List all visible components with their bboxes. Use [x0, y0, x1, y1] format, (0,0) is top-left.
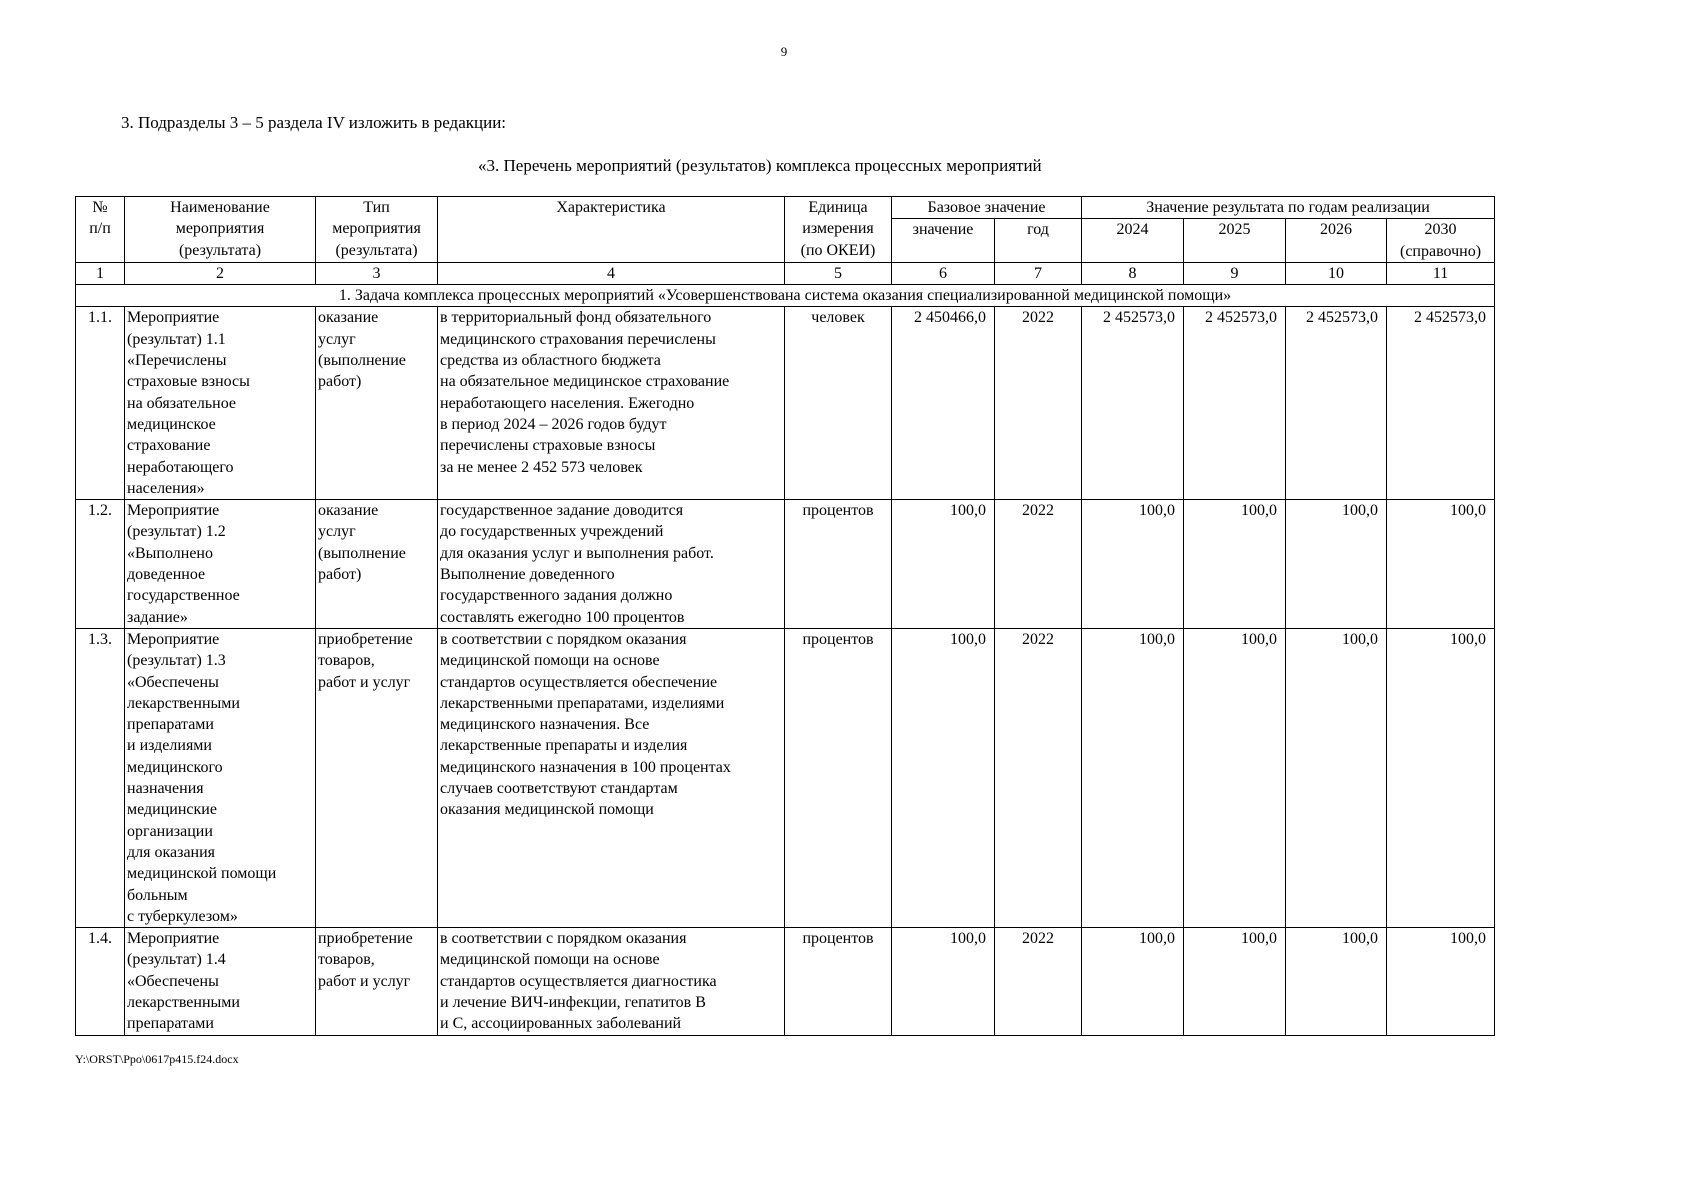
row-name: Мероприятие (результат) 1.2 «Выполнено доведенное государственное задание»	[125, 500, 316, 629]
column-number: 11	[1387, 262, 1495, 284]
table-row	[76, 928, 1495, 1035]
row-value-2030: 100,0	[1387, 928, 1495, 1035]
header-row-1	[76, 197, 1495, 219]
row-unit: процентов	[785, 928, 892, 1035]
row-value-2026: 2 452573,0	[1286, 307, 1387, 500]
row-value-2025: 2 452573,0	[1184, 307, 1286, 500]
row-base-value: 2 450466,0	[892, 307, 995, 500]
column-number-row	[76, 262, 1495, 284]
row-value-2024: 100,0	[1082, 628, 1184, 927]
section-title: «3. Перечень мероприятий (результатов) комплекса процессных мероприятий	[478, 156, 1042, 175]
header-characteristic: Характеристика	[438, 197, 785, 263]
header-no: № п/п	[76, 197, 125, 263]
row-base-value: 100,0	[892, 500, 995, 629]
row-value-2024: 100,0	[1082, 928, 1184, 1035]
row-value-2030: 100,0	[1387, 500, 1495, 629]
row-value-2026: 100,0	[1286, 928, 1387, 1035]
footer-file-path: Y:\ORST\Ppo\0617p415.f24.docx	[75, 1052, 239, 1066]
row-type: приобретение товаров, работ и услуг	[316, 628, 438, 927]
header-years-group: Значение результата по годам реализации	[1082, 197, 1495, 219]
header-year-2026: 2026	[1286, 219, 1387, 263]
column-number: 7	[995, 262, 1082, 284]
row-value-2025: 100,0	[1184, 628, 1286, 927]
row-base-value: 100,0	[892, 928, 995, 1035]
table-row	[76, 500, 1495, 629]
row-base-year: 2022	[995, 500, 1082, 629]
row-base-year: 2022	[995, 928, 1082, 1035]
header-base-value: значение	[892, 219, 995, 263]
row-value-2025: 100,0	[1184, 500, 1286, 629]
row-type: оказание услуг (выполнение работ)	[316, 307, 438, 500]
header-year-2024: 2024	[1082, 219, 1184, 263]
row-value-2026: 100,0	[1286, 500, 1387, 629]
column-number: 10	[1286, 262, 1387, 284]
column-number: 2	[125, 262, 316, 284]
measures-table	[75, 196, 1495, 1036]
row-base-year: 2022	[995, 628, 1082, 927]
row-characteristic: в территориальный фонд обязательного медицинского страхования перечислены средства из областного бюджета на обязательное медицинское страхование неработающего населения. Ежегодно в период 2024 – 2026 годов будут перечислены страховые взносы за не менее 2 452 573 человек	[438, 307, 785, 500]
row-number: 1.4.	[76, 928, 125, 1035]
row-type: оказание услуг (выполнение работ)	[316, 500, 438, 629]
row-number: 1.1.	[76, 307, 125, 500]
task-title: 1. Задача комплекса процессных мероприятий «Усовершенствована система оказания специализированной медицинской помощи»	[76, 285, 1495, 307]
row-characteristic: в соответствии с порядком оказания медицинской помощи на основе стандартов осуществляется обеспечение лекарственными препаратами, изделиями медицинского назначения. Все лекарственные препараты и изделия медицинского назначения в 100 процентах случаев соответствуют стандартам оказания медицинской помощи	[438, 628, 785, 927]
page-number: 9	[780, 44, 788, 59]
row-number: 1.2.	[76, 500, 125, 629]
row-type: приобретение товаров, работ и услуг	[316, 928, 438, 1035]
row-unit: процентов	[785, 500, 892, 629]
header-type: Тип мероприятия (результата)	[316, 197, 438, 263]
header-year-2025: 2025	[1184, 219, 1286, 263]
row-base-value: 100,0	[892, 628, 995, 927]
row-base-year: 2022	[995, 307, 1082, 500]
table-row	[76, 307, 1495, 500]
row-characteristic: в соответствии с порядком оказания медицинской помощи на основе стандартов осуществляется диагностика и лечение ВИЧ-инфекции, гепатитов В и С, ассоциированных заболеваний	[438, 928, 785, 1035]
header-year-2030: 2030 (справочно)	[1387, 219, 1495, 263]
column-number: 3	[316, 262, 438, 284]
row-name: Мероприятие (результат) 1.1 «Перечислены страховые взносы на обязательное медицинское страхование неработающего населения»	[125, 307, 316, 500]
row-unit: процентов	[785, 628, 892, 927]
intro-paragraph: 3. Подразделы 3 – 5 раздела IV изложить в редакции:	[121, 113, 507, 132]
row-value-2024: 100,0	[1082, 500, 1184, 629]
row-number: 1.3.	[76, 628, 125, 927]
task-row	[76, 285, 1495, 307]
column-number: 4	[438, 262, 785, 284]
row-name: Мероприятие (результат) 1.3 «Обеспечены лекарственными препаратами и изделиями медицинского назначения медицинские организации для оказания медицинской помощи больным с туберкулезом»	[125, 628, 316, 927]
column-number: 5	[785, 262, 892, 284]
column-number: 6	[892, 262, 995, 284]
header-unit: Единица измерения (по ОКЕИ)	[785, 197, 892, 263]
table-row	[76, 628, 1495, 927]
row-characteristic: государственное задание доводится до государственных учреждений для оказания услуг и выполнения работ. Выполнение доведенного государственного задания должно составлять ежегодно 100 процентов	[438, 500, 785, 629]
header-base-group: Базовое значение	[892, 197, 1082, 219]
column-number: 9	[1184, 262, 1286, 284]
column-number: 8	[1082, 262, 1184, 284]
row-unit: человек	[785, 307, 892, 500]
row-value-2026: 100,0	[1286, 628, 1387, 927]
header-name: Наименование мероприятия (результата)	[125, 197, 316, 263]
row-value-2025: 100,0	[1184, 928, 1286, 1035]
row-value-2030: 2 452573,0	[1387, 307, 1495, 500]
column-number: 1	[76, 262, 125, 284]
row-value-2024: 2 452573,0	[1082, 307, 1184, 500]
row-name: Мероприятие (результат) 1.4 «Обеспечены лекарственными препаратами	[125, 928, 316, 1035]
row-value-2030: 100,0	[1387, 628, 1495, 927]
header-base-year: год	[995, 219, 1082, 263]
